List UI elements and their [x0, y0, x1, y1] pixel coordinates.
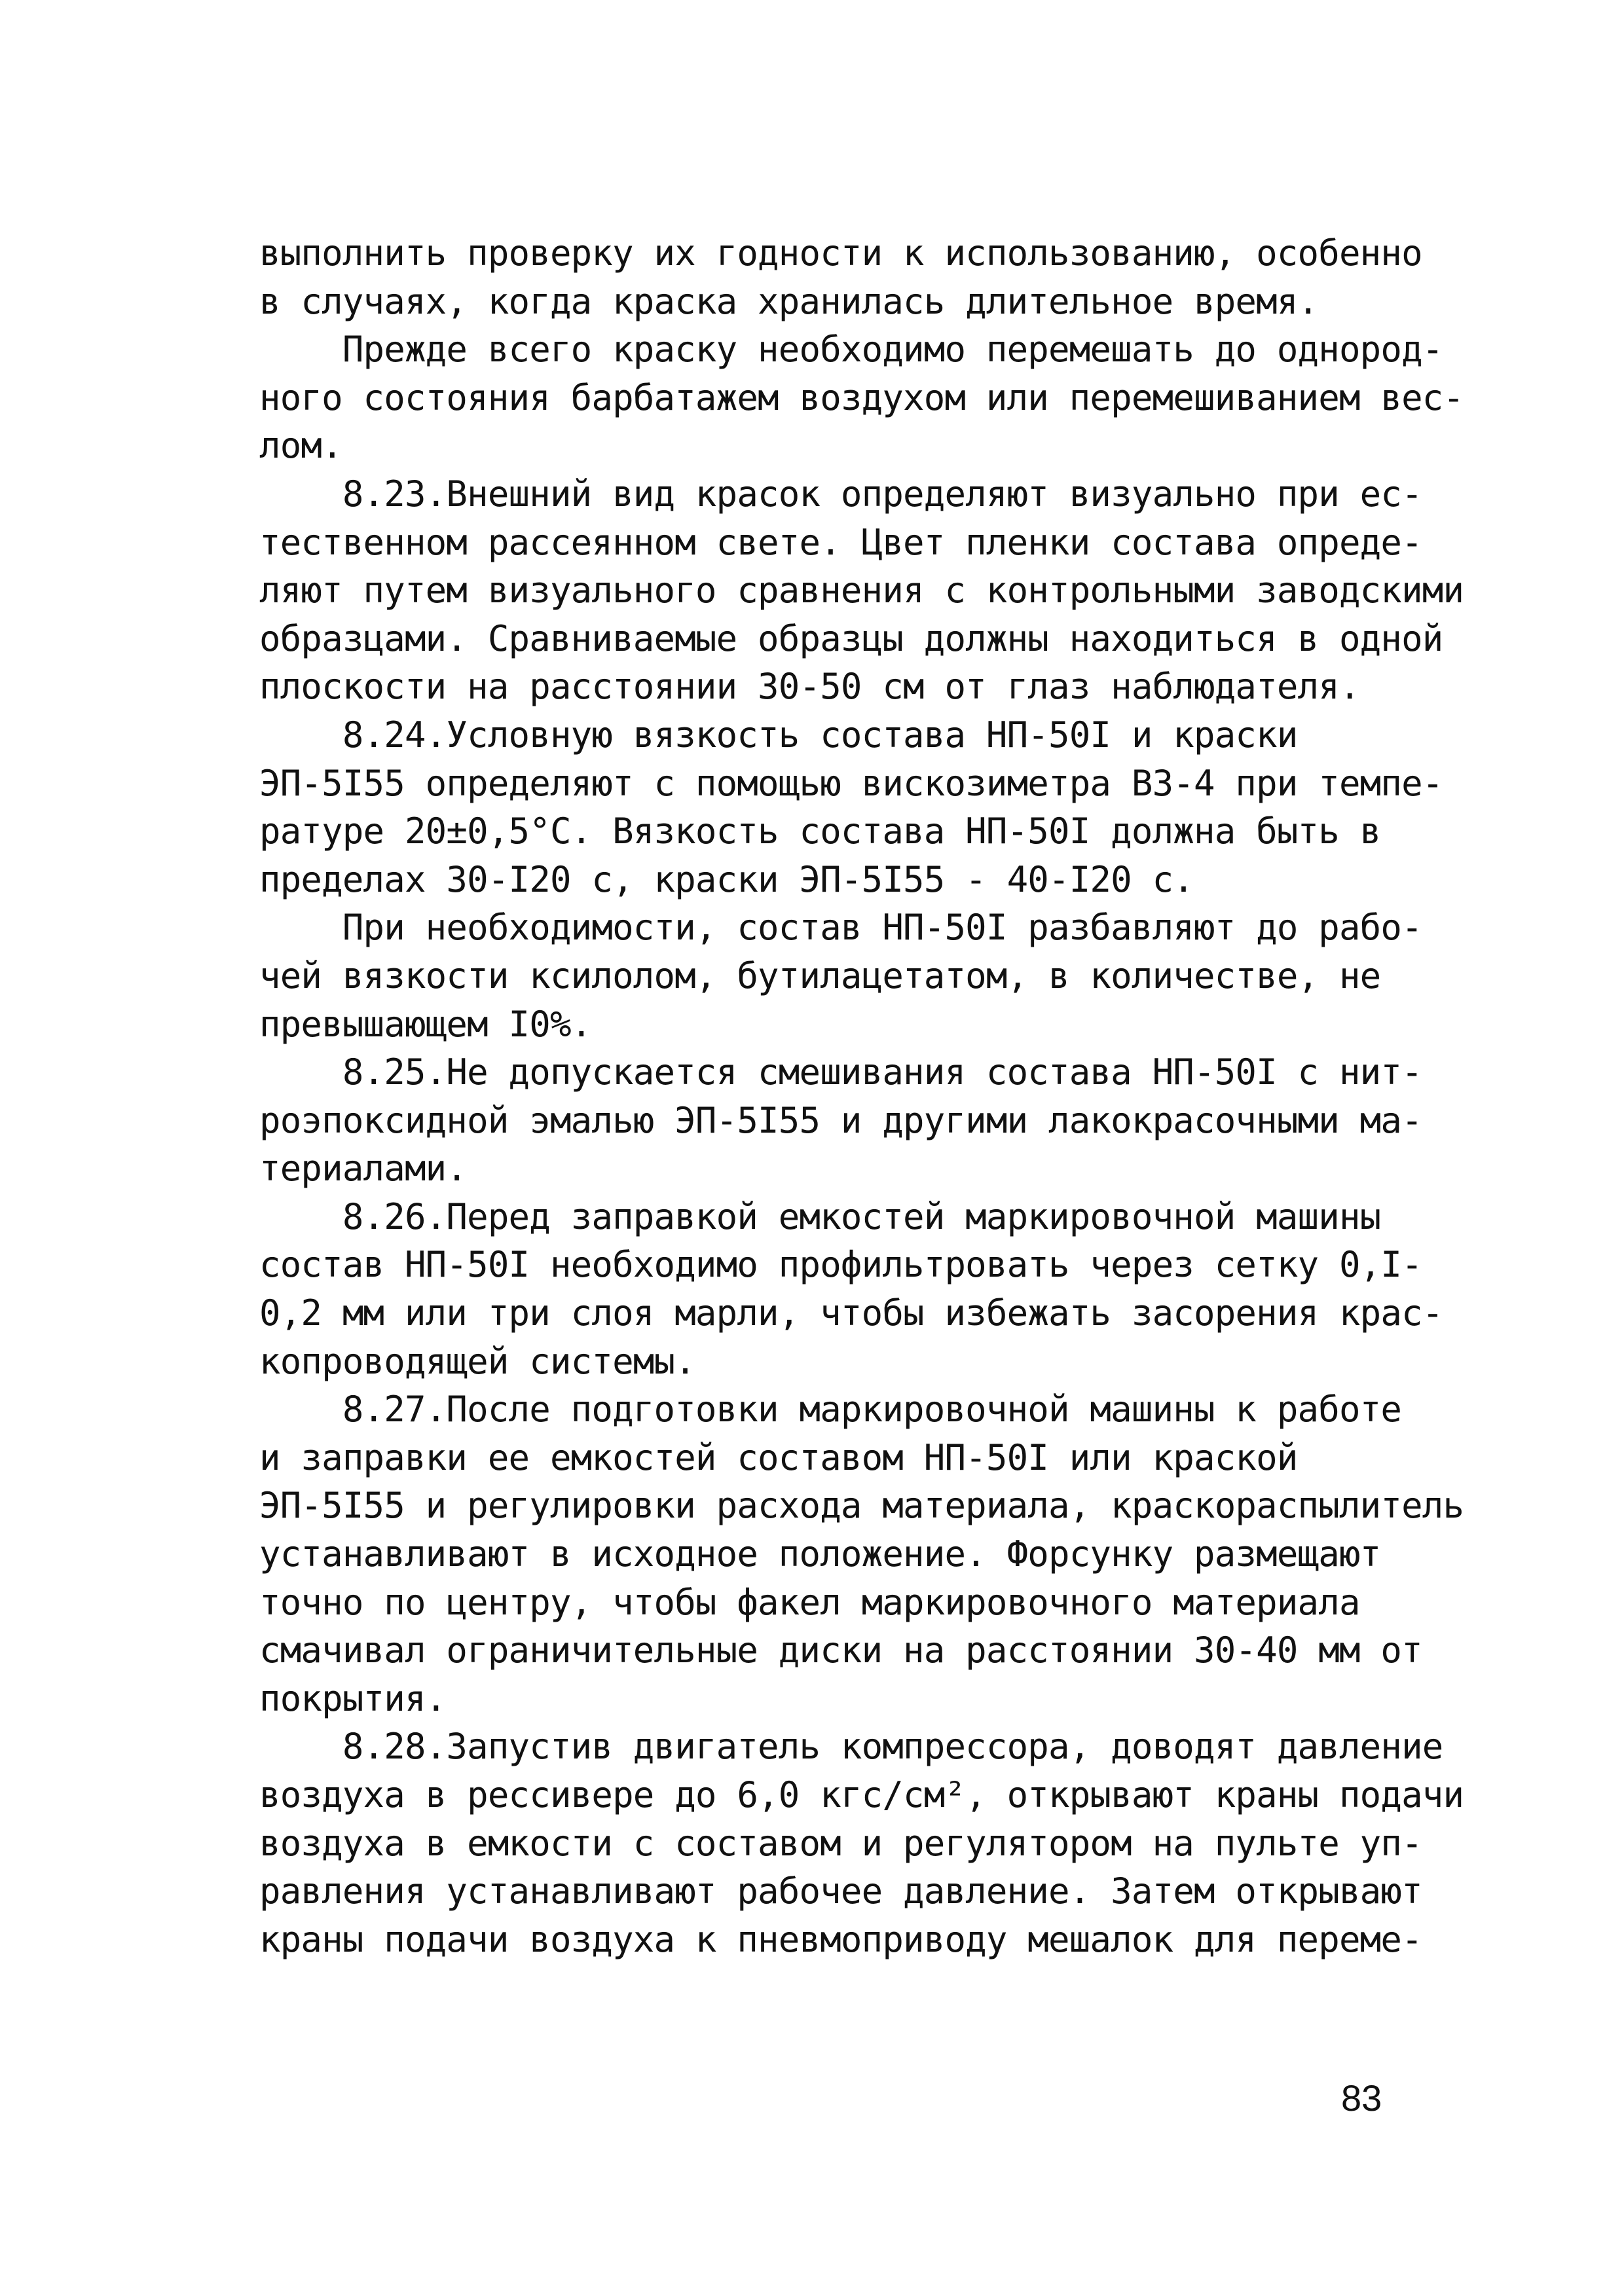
text-line: роэпоксидной эмалью ЭП-5I55 и другими лакокрасочными ма- — [259, 1099, 1422, 1141]
text-line: и заправки ее емкостей составом НП-50I или краской — [259, 1436, 1298, 1478]
text-line: смачивал ограничительные диски на расстоянии 30-40 мм от — [259, 1630, 1422, 1671]
text-line: 8.28.Запустив двигатель компрессора, доводят давление — [259, 1726, 1443, 1768]
text-line: краны подачи воздуха к пневмоприводу мешалок для переме- — [259, 1918, 1422, 1960]
text-line: чей вязкости ксилолом, бутилацетатом, в количестве, не — [259, 955, 1381, 996]
text-line: равления устанавливают рабочее давление. Затем открывают — [259, 1870, 1422, 1912]
text-line: 8.26.Перед заправкой емкостей маркировочной машины — [259, 1195, 1381, 1237]
text-line: Прежде всего краску необходимо перемешать до однород- — [259, 329, 1443, 371]
text-line: точно по центру, чтобы факел маркировочного материала — [259, 1581, 1360, 1623]
text-line: 8.24.Условную вязкость состава НП-50I и краски — [259, 714, 1298, 756]
text-line: воздуха в емкости с составом и регулятором на пульте уп- — [259, 1822, 1422, 1864]
body-text — [259, 229, 1464, 1963]
page-number: 83 — [1341, 2077, 1382, 2119]
text-line: 8.23.Внешний вид красок определяют визуально при ес- — [259, 473, 1422, 515]
text-line: 0,2 мм или три слоя марли, чтобы избежать засорения крас- — [259, 1292, 1443, 1334]
text-line: ЭП-5I55 и регулировки расхода материала, краскораспылитель — [259, 1485, 1464, 1527]
text-line: 8.25.Не допускается смешивания состава НП-50I с нит- — [259, 1051, 1422, 1093]
text-line: копроводящей системы. — [259, 1340, 695, 1382]
text-line: образцами. Сравниваемые образцы должны находиться в одной — [259, 617, 1443, 659]
text-line: 8.27.После подготовки маркировочной машины к работе — [259, 1389, 1402, 1430]
text-line: пределах 30-I20 с, краски ЭП-5I55 - 40-I20 с. — [259, 858, 1194, 900]
text-line: лом. — [259, 425, 342, 467]
text-line: плоскости на расстоянии 30-50 см от глаз наблюдателя. — [259, 666, 1360, 708]
text-line: покрытия. — [259, 1677, 447, 1719]
text-line: При необходимости, состав НП-50I разбавляют до рабо- — [259, 907, 1422, 949]
text-line: ного состояния барбатажем воздухом или перемешиванием вес- — [259, 376, 1464, 418]
text-line: ратуре 20±0,5°С. Вязкость состава НП-50I должна быть в — [259, 811, 1381, 852]
text-line: териалами. — [259, 1148, 468, 1190]
text-line: устанавливают в исходное положение. Форсунку размещают — [259, 1533, 1381, 1575]
text-line: ляют путем визуального сравнения с контрольными заводскими — [259, 570, 1464, 611]
text-line: состав НП-50I необходимо профильтровать через сетку 0,I- — [259, 1244, 1422, 1286]
text-line: тественном рассеянном свете. Цвет пленки состава опреде- — [259, 521, 1422, 563]
text-line: превышающем I0%. — [259, 1003, 592, 1045]
text-line: в случаях, когда краска хранилась длительное время. — [259, 280, 1319, 322]
text-line: выполнить проверку их годности к использованию, особенно — [259, 232, 1422, 274]
text-line: воздуха в рессивере до 6,0 кгс/см², открывают краны подачи — [259, 1774, 1464, 1815]
text-line: ЭП-5I55 определяют с помощью вискозиметра ВЗ-4 при темпе- — [259, 762, 1443, 804]
